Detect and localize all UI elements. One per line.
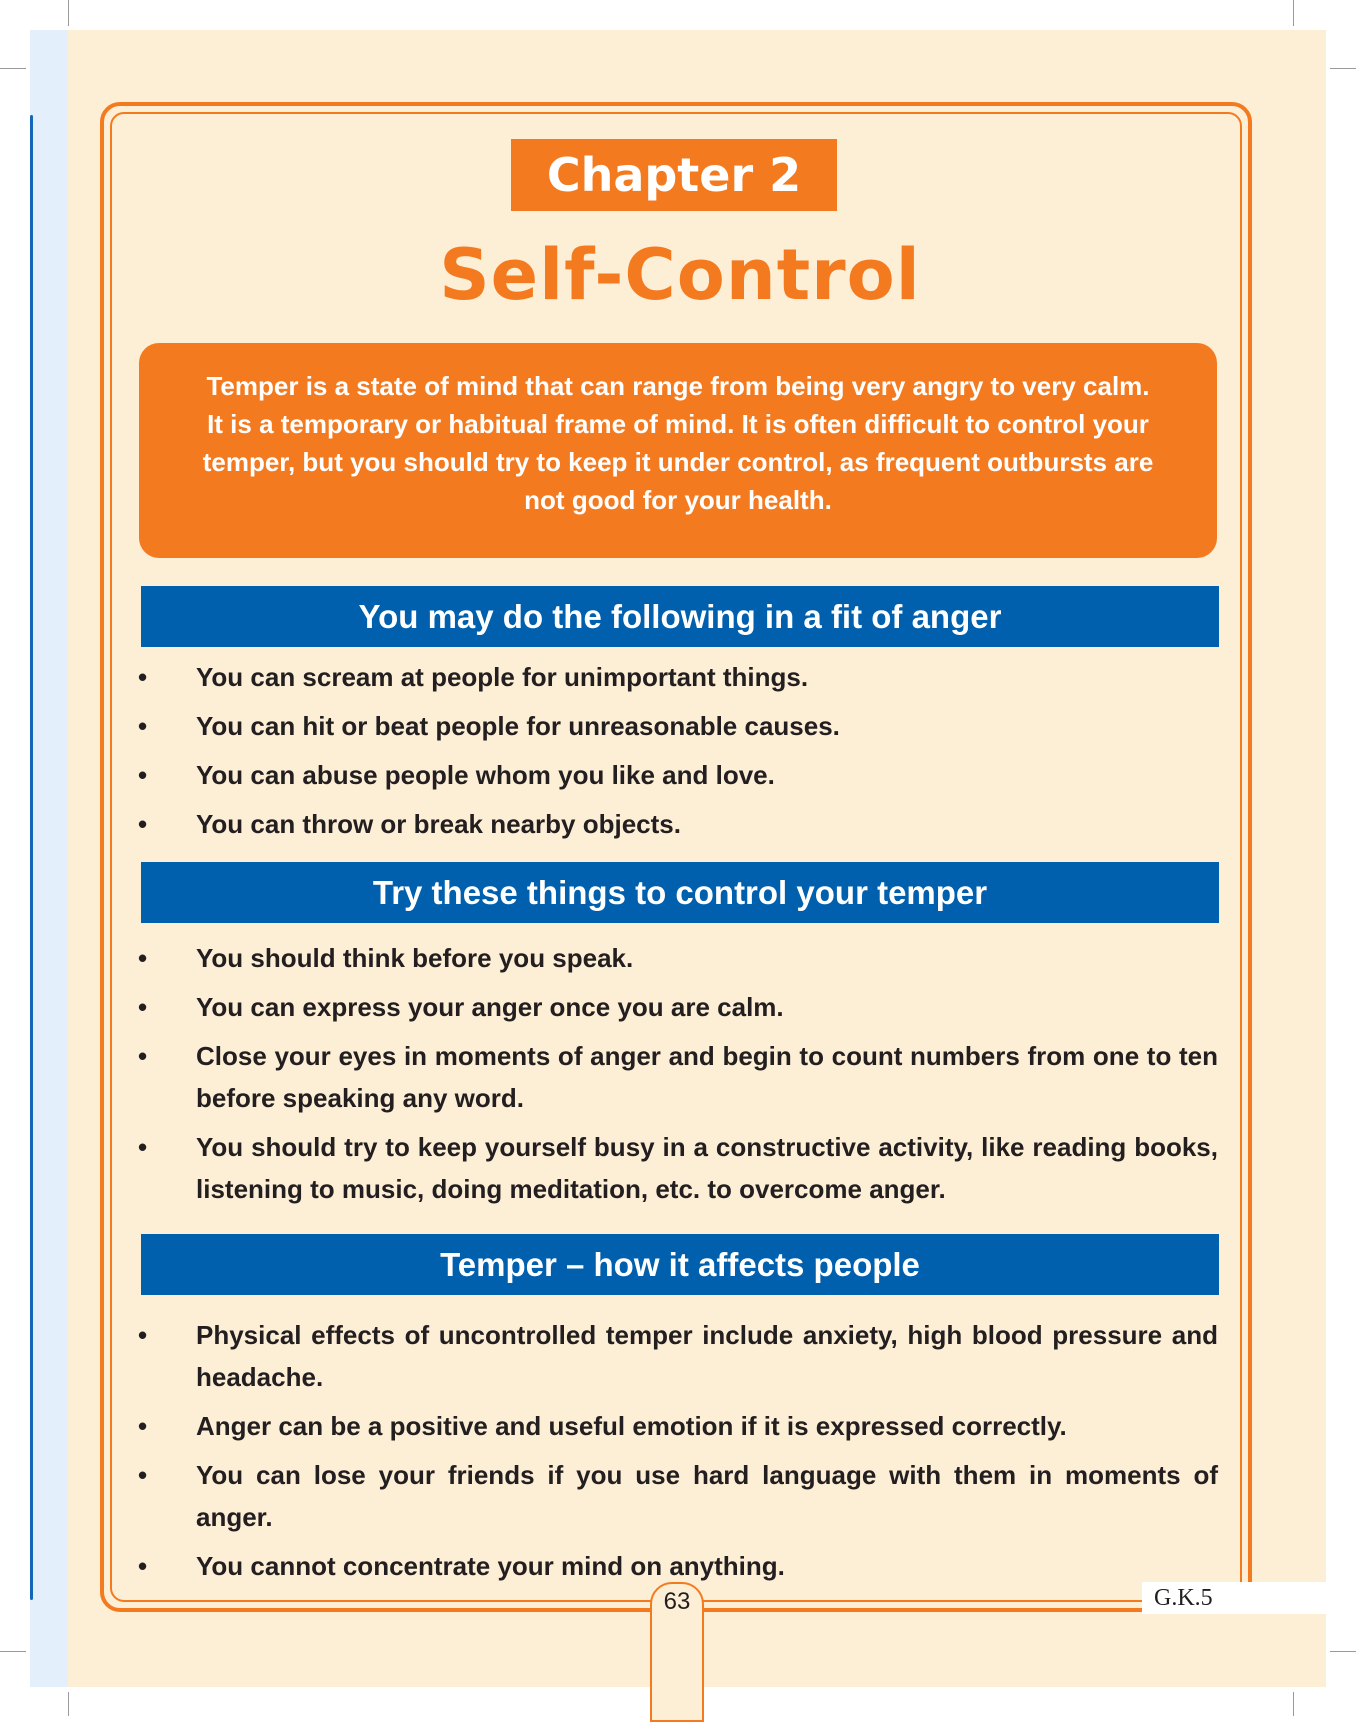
section-heading-effects: Temper – how it affects people [141,1234,1219,1295]
list-item: • You should think before you speak. [130,937,1218,979]
crop-mark [0,68,26,69]
crop-mark [0,1651,26,1652]
list-item: • Close your eyes in moments of anger and begin to count numbers from one to ten before speaking any word. [130,1035,1218,1119]
bullet-icon: • [138,992,148,1022]
list-item: • You can lose your friends if you use hard language with them in moments of anger. [130,1454,1218,1538]
left-edge-line [30,115,33,1600]
bullet-icon: • [138,1411,148,1441]
left-margin-strip [30,30,68,1687]
list-item: • You can abuse people whom you like and love. [130,754,1218,796]
list-item: • You can express your anger once you are calm. [130,986,1218,1028]
effects-list [130,1314,1218,1594]
bullet-icon: • [138,760,148,790]
crop-mark [1293,1692,1294,1716]
list-item: • You can hit or beat people for unreasonable causes. [130,705,1218,747]
section-heading-anger: You may do the following in a fit of anger [141,586,1219,647]
list-item: • Anger can be a positive and useful emotion if it is expressed correctly. [130,1405,1218,1447]
crop-mark [68,0,69,26]
crop-mark [68,1692,69,1716]
book-code: G.K.5 [1142,1582,1226,1614]
bullet-icon: • [138,809,148,839]
list-item: • You can throw or break nearby objects. [130,803,1218,845]
bullet-icon: • [138,943,148,973]
crop-mark [1293,0,1294,26]
intro-text: Temper is a state of mind that can range from being very angry to very calm. It is a temporary or habitual frame of mind. It is often difficult to control your temper, but you should try to keep it under control, as frequent outbursts are not good for your health. [202,371,1154,515]
list-item: • You should try to keep yourself busy in a constructive activity, like reading books, listening to music, doing meditation, etc. to overcome anger. [130,1126,1218,1210]
list-item: • You can scream at people for unimportant things. [130,656,1218,698]
list-item: • You cannot concentrate your mind on anything. [130,1545,1218,1587]
section-heading-control: Try these things to control your temper [141,862,1219,923]
bullet-icon: • [138,1041,148,1071]
crop-mark [1330,68,1356,69]
intro-box [139,343,1217,558]
bullet-icon: • [138,1551,148,1581]
bullet-icon: • [138,1460,148,1490]
bullet-icon: • [138,711,148,741]
crop-mark [1330,1651,1356,1652]
chapter-label: Chapter 2 [511,139,837,211]
bullet-icon: • [138,1320,148,1350]
control-list [130,937,1218,1217]
bullet-icon: • [138,1132,148,1162]
page-title: Self-Control [439,234,921,316]
page-number: 63 [663,1588,691,1615]
book-code-strip [1226,1582,1326,1614]
anger-list [130,656,1218,852]
list-item: • Physical effects of uncontrolled temper include anxiety, high blood pressure and headache. [130,1314,1218,1398]
bullet-icon: • [138,662,148,692]
